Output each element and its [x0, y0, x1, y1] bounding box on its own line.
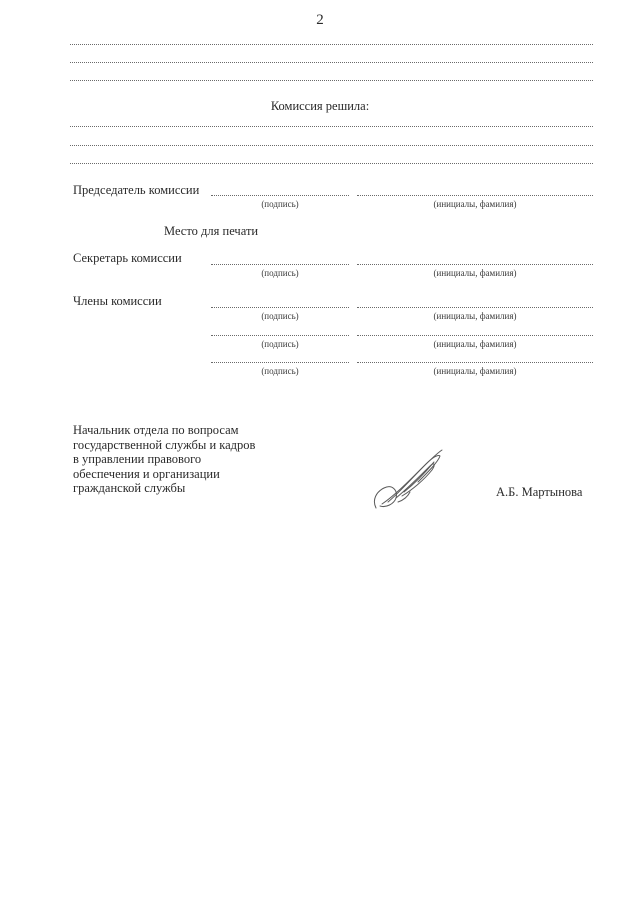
- secretary-name-line: [357, 264, 593, 265]
- official-name: А.Б. Мартынова: [496, 485, 583, 499]
- member-signature-caption: (подпись): [261, 366, 299, 376]
- member-name-line: [357, 362, 593, 363]
- chairman-name-caption: (инициалы, фамилия): [433, 199, 517, 209]
- fill-line: [70, 62, 593, 63]
- fill-line: [70, 44, 593, 45]
- chairman-signature-caption: (подпись): [261, 199, 299, 209]
- official-position: [73, 423, 255, 496]
- official-position-line: гражданской службы: [73, 481, 186, 495]
- official-position-line: в управлении правового: [73, 452, 202, 466]
- secretary-label: Секретарь комиссии: [73, 251, 182, 265]
- fill-line: [70, 163, 593, 164]
- member-name-line: [357, 335, 593, 336]
- member-signature-caption: (подпись): [261, 311, 299, 321]
- members-label: Члены комиссии: [73, 294, 162, 308]
- decision-heading: Комиссия решила:: [270, 99, 370, 113]
- member-name-caption: (инициалы, фамилия): [433, 366, 517, 376]
- secretary-name-caption: (инициалы, фамилия): [433, 268, 517, 278]
- member-signature-line: [211, 362, 349, 363]
- member-signature-line: [211, 335, 349, 336]
- page-number: 2: [316, 12, 324, 28]
- official-position-line: государственной службы и кадров: [73, 437, 256, 452]
- chairman-label: Председатель комиссии: [73, 183, 200, 197]
- member-signature-line: [211, 307, 349, 308]
- secretary-signature-line: [211, 264, 349, 265]
- fill-line: [70, 145, 593, 146]
- member-signature-caption: (подпись): [261, 339, 299, 349]
- chairman-name-line: [357, 195, 593, 196]
- fill-line: [70, 80, 593, 81]
- member-name-caption: (инициалы, фамилия): [433, 311, 517, 321]
- chairman-signature-line: [211, 195, 349, 196]
- fill-line: [70, 126, 593, 127]
- official-position-line: обеспечения и организации: [73, 466, 220, 481]
- official-position-line: Начальник отдела по вопросам: [73, 423, 239, 437]
- member-name-caption: (инициалы, фамилия): [433, 339, 517, 349]
- stamp-place: Место для печати: [164, 224, 259, 238]
- member-name-line: [357, 307, 593, 308]
- handwritten-signature: [368, 444, 448, 516]
- secretary-signature-caption: (подпись): [261, 268, 299, 278]
